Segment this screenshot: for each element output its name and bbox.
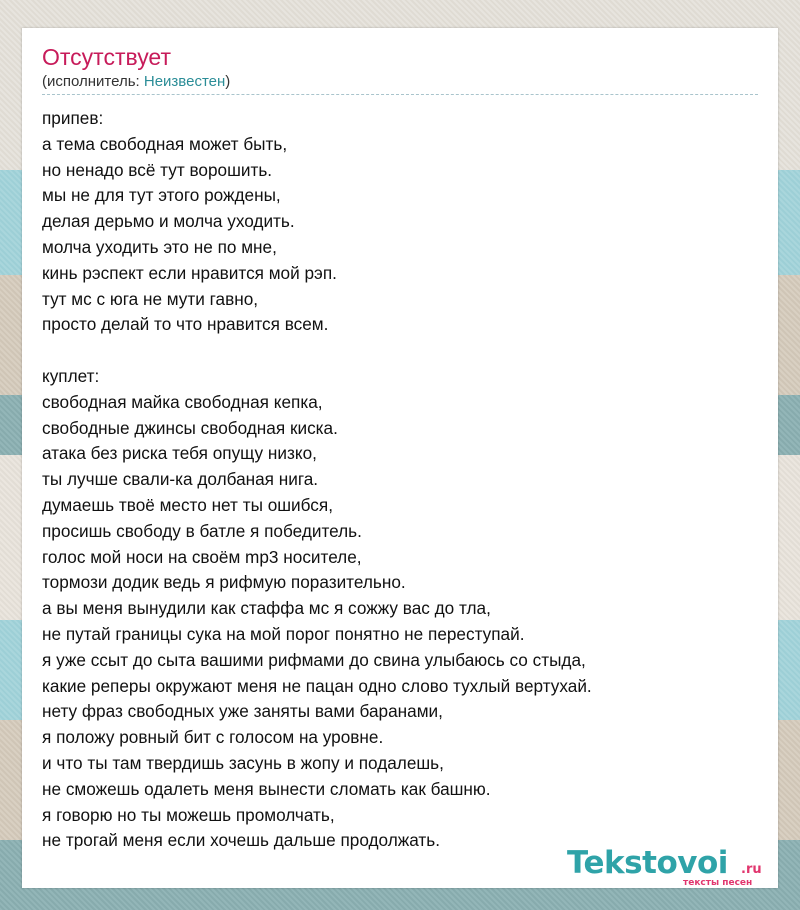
lyrics-line: не трогай меня если хочешь дальше продолжать.	[42, 830, 441, 851]
logo-tagline: тексты песен	[683, 878, 753, 888]
lyrics-line: какие реперы окружают меня не пацан одно слово тухлый вертухай.	[42, 675, 592, 696]
lyrics-line: но ненадо всё тут ворошить.	[42, 159, 273, 180]
lyrics-text	[42, 106, 762, 854]
song-title: Отсутствует	[42, 44, 171, 70]
lyrics-line: ты лучше свали-ка долбаная нига.	[42, 469, 319, 490]
lyrics-line: мы не для тут этого рождены,	[42, 185, 281, 206]
logo-tld: .ru	[741, 862, 762, 877]
lyrics-line: припев:	[42, 108, 104, 128]
lyrics-line: просто делай то что нравится всем.	[42, 314, 329, 335]
lyrics-line: я положу ровный бит с голосом на уровне.	[42, 727, 384, 748]
lyrics-card	[22, 28, 778, 888]
lyrics-line: и что ты там твердишь засунь в жопу и подалешь,	[42, 752, 444, 773]
lyrics-line: атака без риска тебя опущу низко,	[42, 443, 317, 464]
lyrics-line: тормози додик ведь я рифмую поразительно.	[42, 572, 406, 593]
lyrics-line: нету фраз свободных уже заняты вами баранами,	[42, 701, 443, 722]
lyrics-line: не сможешь одалеть меня вынести сломать как башню.	[42, 778, 491, 799]
lyrics-line: я уже ссыт до сыта вашими рифмами до свина улыбаюсь со стыда,	[42, 649, 586, 670]
lyrics-line: голос мой носи на своём mp3 носителе,	[42, 546, 362, 567]
artist-prefix: (исполнитель:	[42, 73, 144, 90]
artist-line	[42, 73, 230, 90]
lyrics-blank-line	[42, 338, 762, 364]
artist-link[interactable]: Неизвестен	[143, 73, 226, 90]
lyrics-line: просишь свободу в батле я победитель.	[42, 520, 362, 541]
logo-wordmark: Tekstovoi	[567, 845, 728, 881]
lyrics-line: кинь рэспект если нравится мой рэп.	[42, 262, 337, 283]
lyrics-line: молча уходить это не по мне,	[42, 236, 277, 257]
header-divider	[42, 94, 758, 95]
lyrics-line: куплет:	[42, 365, 100, 386]
artist-suffix: )	[225, 73, 231, 90]
lyrics-line: делая дерьмо и молча уходить.	[42, 211, 295, 232]
site-logo[interactable]	[567, 845, 787, 889]
lyrics-line: думаешь твоё место нет ты ошибся,	[42, 494, 333, 515]
lyrics-line: я говорю но ты можешь промолчать,	[42, 804, 335, 825]
lyrics-line: свободная майка свободная кепка,	[42, 391, 323, 412]
lyrics-line: а вы меня вынудили как стаффа мс я сожжу вас до тла,	[42, 598, 491, 619]
lyrics-line: тут мс с юга не мути гавно,	[42, 288, 259, 309]
lyrics-line: а тема свободная может быть,	[42, 133, 288, 154]
lyrics-line: свободные джинсы свободная киска.	[42, 417, 338, 438]
lyrics-line: не путай границы сука на мой порог понятно не переступай.	[42, 623, 525, 644]
